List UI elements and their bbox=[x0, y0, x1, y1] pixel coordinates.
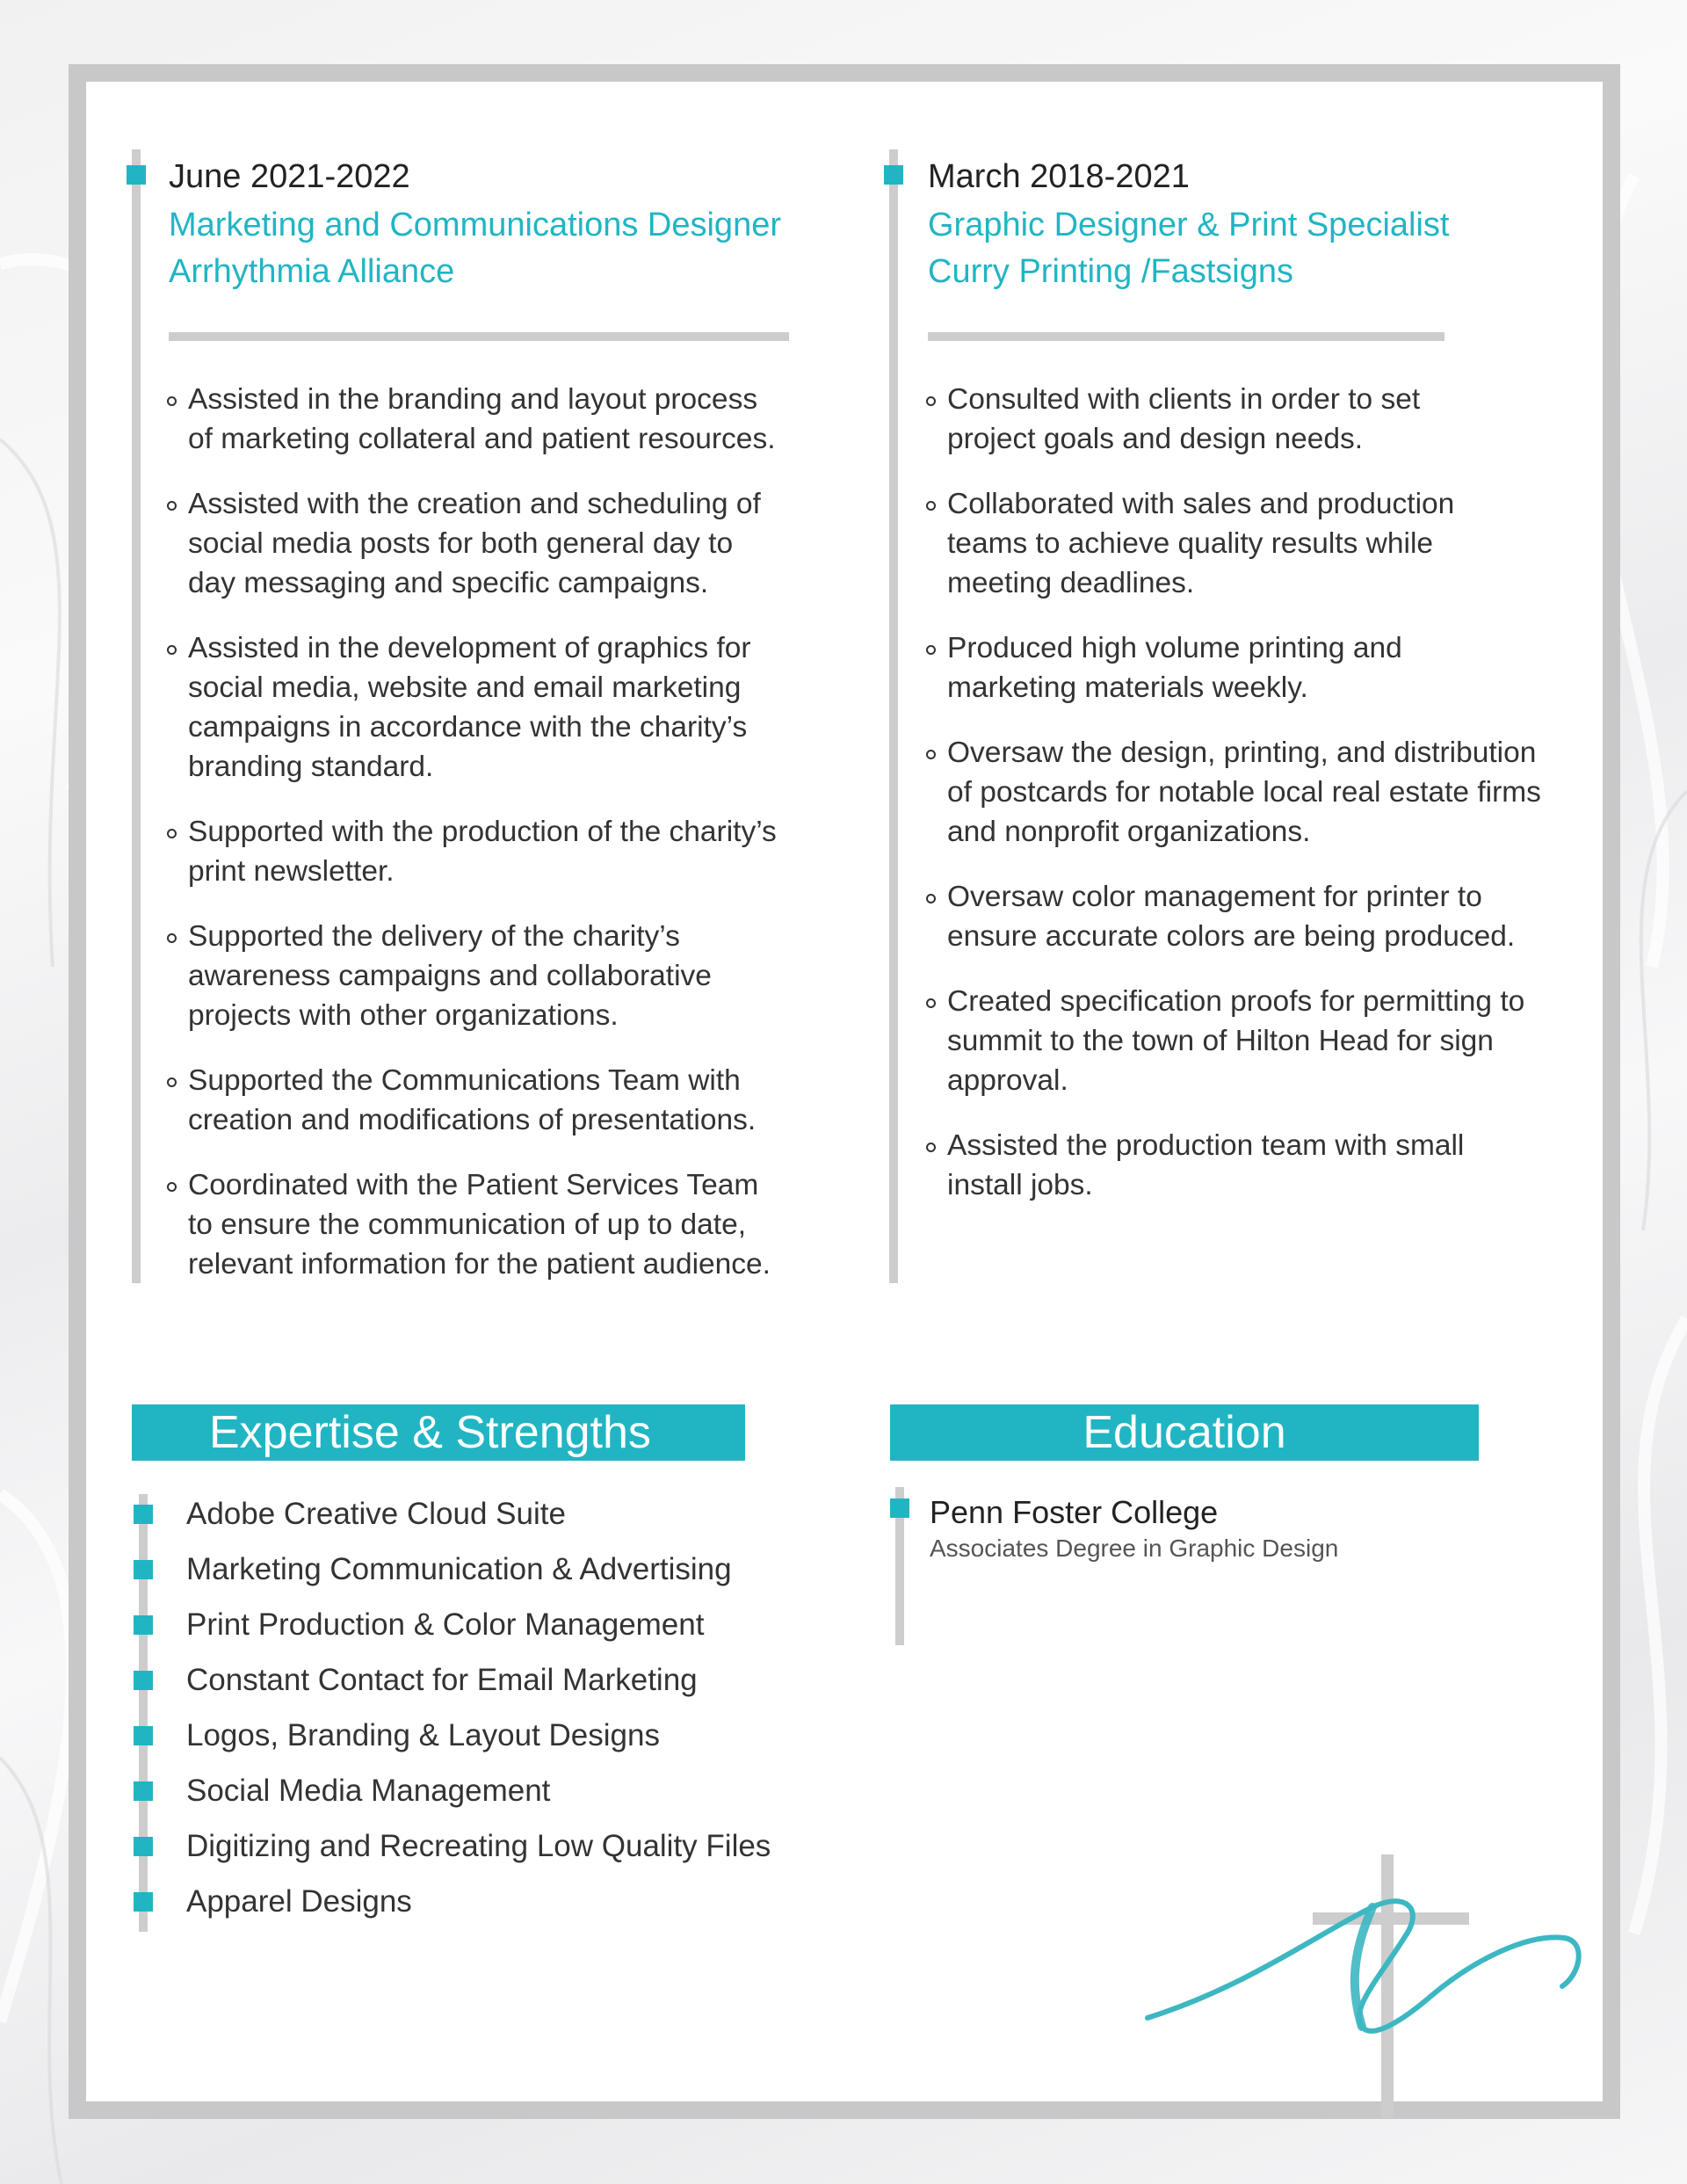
education-degree: Associates Degree in Graphic Design bbox=[930, 1535, 1339, 1562]
list-item: Consulted with clients in order to set project goals and design needs. bbox=[926, 380, 1594, 459]
skill-item: Marketing Communication & Advertising bbox=[186, 1552, 732, 1586]
list-item: Collaborated with sales and production teams to achieve quality results while meeting deadlines. bbox=[926, 484, 1594, 603]
skill-item: Social Media Management bbox=[186, 1774, 551, 1808]
education-marker-icon bbox=[890, 1498, 909, 1518]
skill-item: Logos, Branding & Layout Designs bbox=[186, 1718, 660, 1752]
skill-marker-icon bbox=[134, 1671, 153, 1690]
skill-marker-icon bbox=[134, 1560, 153, 1579]
skill-marker-icon bbox=[134, 1615, 153, 1635]
list-item: Supported with the production of the charity’s print newsletter. bbox=[167, 812, 835, 891]
job2-organization: Curry Printing /Fastsigns bbox=[928, 253, 1294, 290]
job1-date: June 2021-2022 bbox=[169, 158, 410, 195]
job2-date: March 2018-2021 bbox=[928, 158, 1190, 195]
job2-timeline-bar bbox=[889, 149, 898, 1283]
list-item: Created specification proofs for permitting to summit to the town of Hilton Head for sign approval. bbox=[926, 982, 1594, 1100]
skill-item: Adobe Creative Cloud Suite bbox=[186, 1497, 566, 1531]
skill-marker-icon bbox=[134, 1892, 153, 1912]
education-heading bbox=[890, 1404, 1479, 1461]
list-item: Coordinated with the Patient Services Team to ensure the communication of up to date, relevant information for the patient audience. bbox=[167, 1165, 835, 1284]
skill-marker-icon bbox=[134, 1781, 153, 1801]
list-item: Supported the delivery of the charity’s awareness campaigns and collaborative projects with other organizations. bbox=[167, 917, 835, 1035]
job1-marker-icon bbox=[127, 165, 146, 185]
signature-monogram-icon bbox=[1142, 1854, 1590, 2118]
list-item: Oversaw color management for printer to ensure accurate colors are being produced. bbox=[926, 877, 1594, 956]
expertise-heading-text: Expertise & Strengths bbox=[209, 1407, 651, 1458]
job1-divider bbox=[169, 332, 789, 341]
list-item: Oversaw the design, printing, and distribution of postcards for notable local real estate firms and nonprofit organizations. bbox=[926, 733, 1594, 852]
skill-item: Digitizing and Recreating Low Quality Files bbox=[186, 1829, 771, 1863]
skill-item: Apparel Designs bbox=[186, 1884, 412, 1919]
skill-marker-icon bbox=[134, 1726, 153, 1745]
skill-item: Print Production & Color Management bbox=[186, 1607, 705, 1642]
job1-bullet-list bbox=[167, 380, 835, 1310]
education-heading-text: Education bbox=[1082, 1407, 1286, 1458]
job1-timeline-bar bbox=[132, 149, 141, 1283]
skill-item: Constant Contact for Email Marketing bbox=[186, 1663, 698, 1697]
list-item: Assisted the production team with small install jobs. bbox=[926, 1126, 1594, 1205]
education-school: Penn Foster College bbox=[930, 1494, 1219, 1530]
skill-marker-icon bbox=[134, 1837, 153, 1856]
expertise-heading bbox=[132, 1404, 745, 1461]
job2-bullet-list bbox=[926, 380, 1594, 1230]
job1-organization: Arrhythmia Alliance bbox=[169, 253, 455, 290]
skill-marker-icon bbox=[134, 1505, 153, 1524]
job1-role: Marketing and Communications Designer bbox=[169, 207, 781, 243]
list-item: Supported the Communications Team with creation and modifications of presentations. bbox=[167, 1061, 835, 1140]
list-item: Assisted with the creation and scheduling of social media posts for both general day to day messaging and specific campaigns. bbox=[167, 484, 835, 603]
job2-marker-icon bbox=[884, 165, 903, 185]
list-item: Assisted in the development of graphics for social media, website and email marketing campaigns in accordance with the charity’s branding standard. bbox=[167, 628, 835, 787]
list-item: Produced high volume printing and marketing materials weekly. bbox=[926, 628, 1594, 707]
list-item: Assisted in the branding and layout process of marketing collateral and patient resources. bbox=[167, 380, 835, 459]
job2-divider bbox=[928, 332, 1444, 341]
job2-role: Graphic Designer & Print Specialist bbox=[928, 207, 1450, 243]
